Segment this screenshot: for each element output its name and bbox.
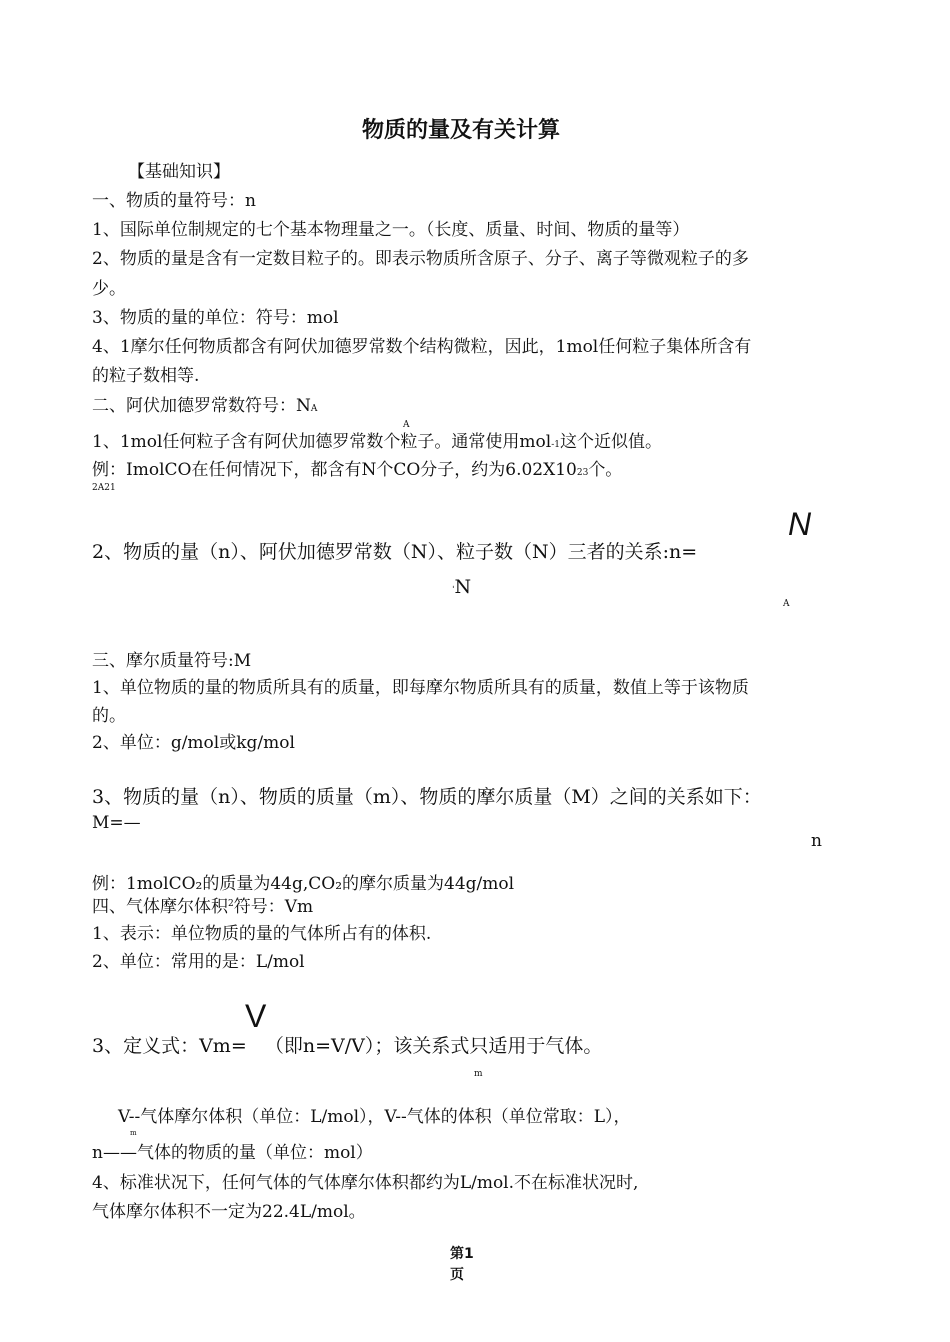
paragraph — [92, 434, 662, 451]
paragraph: 1、单位物质的量的物质所具有的质量，即每摩尔物质所具有的质量，数值上等于该物质 — [92, 678, 749, 698]
paragraph: 3、物质的量的单位：符号：mol — [92, 308, 339, 328]
relation-formula: 3、物质的量（n）、物质的质量（m）、物质的摩尔质量（M）之间的关系如下： — [92, 786, 762, 808]
paragraph: 1、国际单位制规定的七个基本物理量之一。（长度、质量、时间、物质的量等） — [92, 220, 690, 240]
paragraph: 4、1摩尔任何物质都含有阿伏加德罗常数个结构微粒，因此，1mol任何粒子集体所含有 — [92, 337, 752, 357]
formula-line: M=— — [92, 813, 141, 833]
definition-formula: 3、定义式：Vm= （即n=V/V）；该关系式只适用于气体。 — [92, 1035, 603, 1057]
section-heading: 【基础知识】 — [128, 162, 230, 182]
formula-subscript: m — [474, 1069, 483, 1079]
page-number-label: 页 — [450, 1267, 464, 1283]
paragraph: 少。 — [92, 279, 126, 299]
subscript: A — [310, 404, 318, 414]
heading-text: 二、阿伏加德罗常数符号：N — [92, 396, 311, 416]
subscript: 23 — [576, 468, 589, 478]
formula-numerator: V — [245, 998, 267, 1034]
example-text: 例：ImolCO在任何情况下，都含有N个CO分子，约为6.02X10 — [92, 460, 577, 480]
subscript: -1 — [551, 440, 560, 450]
stray-superscript: A — [403, 420, 410, 430]
formula-subscript: A — [783, 599, 790, 609]
note: n——气体的物质的量（单位：mol） — [92, 1143, 373, 1163]
paragraph: 的。 — [92, 706, 126, 726]
heading-avogadro — [92, 398, 317, 415]
note-subscript: m — [130, 1129, 137, 1137]
formula-denominator: n — [811, 831, 822, 851]
paragraph: 的粒子数相等. — [92, 366, 200, 386]
paragraph: 1、表示：单位物质的量的气体所占有的体积. — [92, 924, 432, 944]
example — [92, 462, 622, 479]
page-title: 物质的量及有关计算 — [362, 118, 561, 143]
heading-molar-volume — [92, 899, 313, 916]
example: 例：1molCO₂的质量为44g,CO₂的摩尔质量为44g/mol — [92, 874, 515, 894]
paragraph: 2、单位：g/mol或kg/mol — [92, 733, 295, 753]
paragraph: 2、单位：常用的是：L/mol — [92, 952, 305, 972]
paragraph: 2、物质的量是含有一定数目粒子的。即表示物质所含原子、分子、离子等微观粒子的多 — [92, 249, 749, 269]
superscript: 2 — [228, 899, 234, 909]
paragraph: 气体摩尔体积不一定为22.4L/mol。 — [92, 1202, 366, 1222]
example-text: 个。 — [588, 460, 623, 480]
denominator-text: N — [454, 576, 472, 598]
note: V--气体摩尔体积（单位：L/mol），V--气体的体积（单位常取：L）， — [118, 1107, 631, 1127]
relation-formula: 2、物质的量（n）、阿伏加德罗常数（N）、粒子数（N）三者的关系:n= — [92, 541, 698, 563]
heading-text: 四、气体摩尔体积 — [92, 897, 228, 917]
formula-denominator — [452, 578, 471, 597]
paragraph-text: 这个近似值。 — [560, 432, 662, 452]
heading-text: 符号：Vm — [233, 897, 314, 917]
mark: ˈ — [452, 586, 455, 596]
heading-amount-of-substance: 一、物质的量符号：n — [92, 191, 256, 211]
formula-numerator: N — [788, 506, 812, 542]
page-number: 第1 — [450, 1246, 474, 1262]
paragraph: 4、标准状况下，任何气体的气体摩尔体积都约为L/mol.不在标准状况时, — [92, 1173, 639, 1193]
heading-molar-mass: 三、摩尔质量符号:M — [92, 651, 252, 671]
paragraph-text: 1、1mol任何粒子含有阿伏加德罗常数个粒子。通常使用mol — [92, 432, 552, 452]
stray-label: 2A21 — [92, 483, 116, 493]
